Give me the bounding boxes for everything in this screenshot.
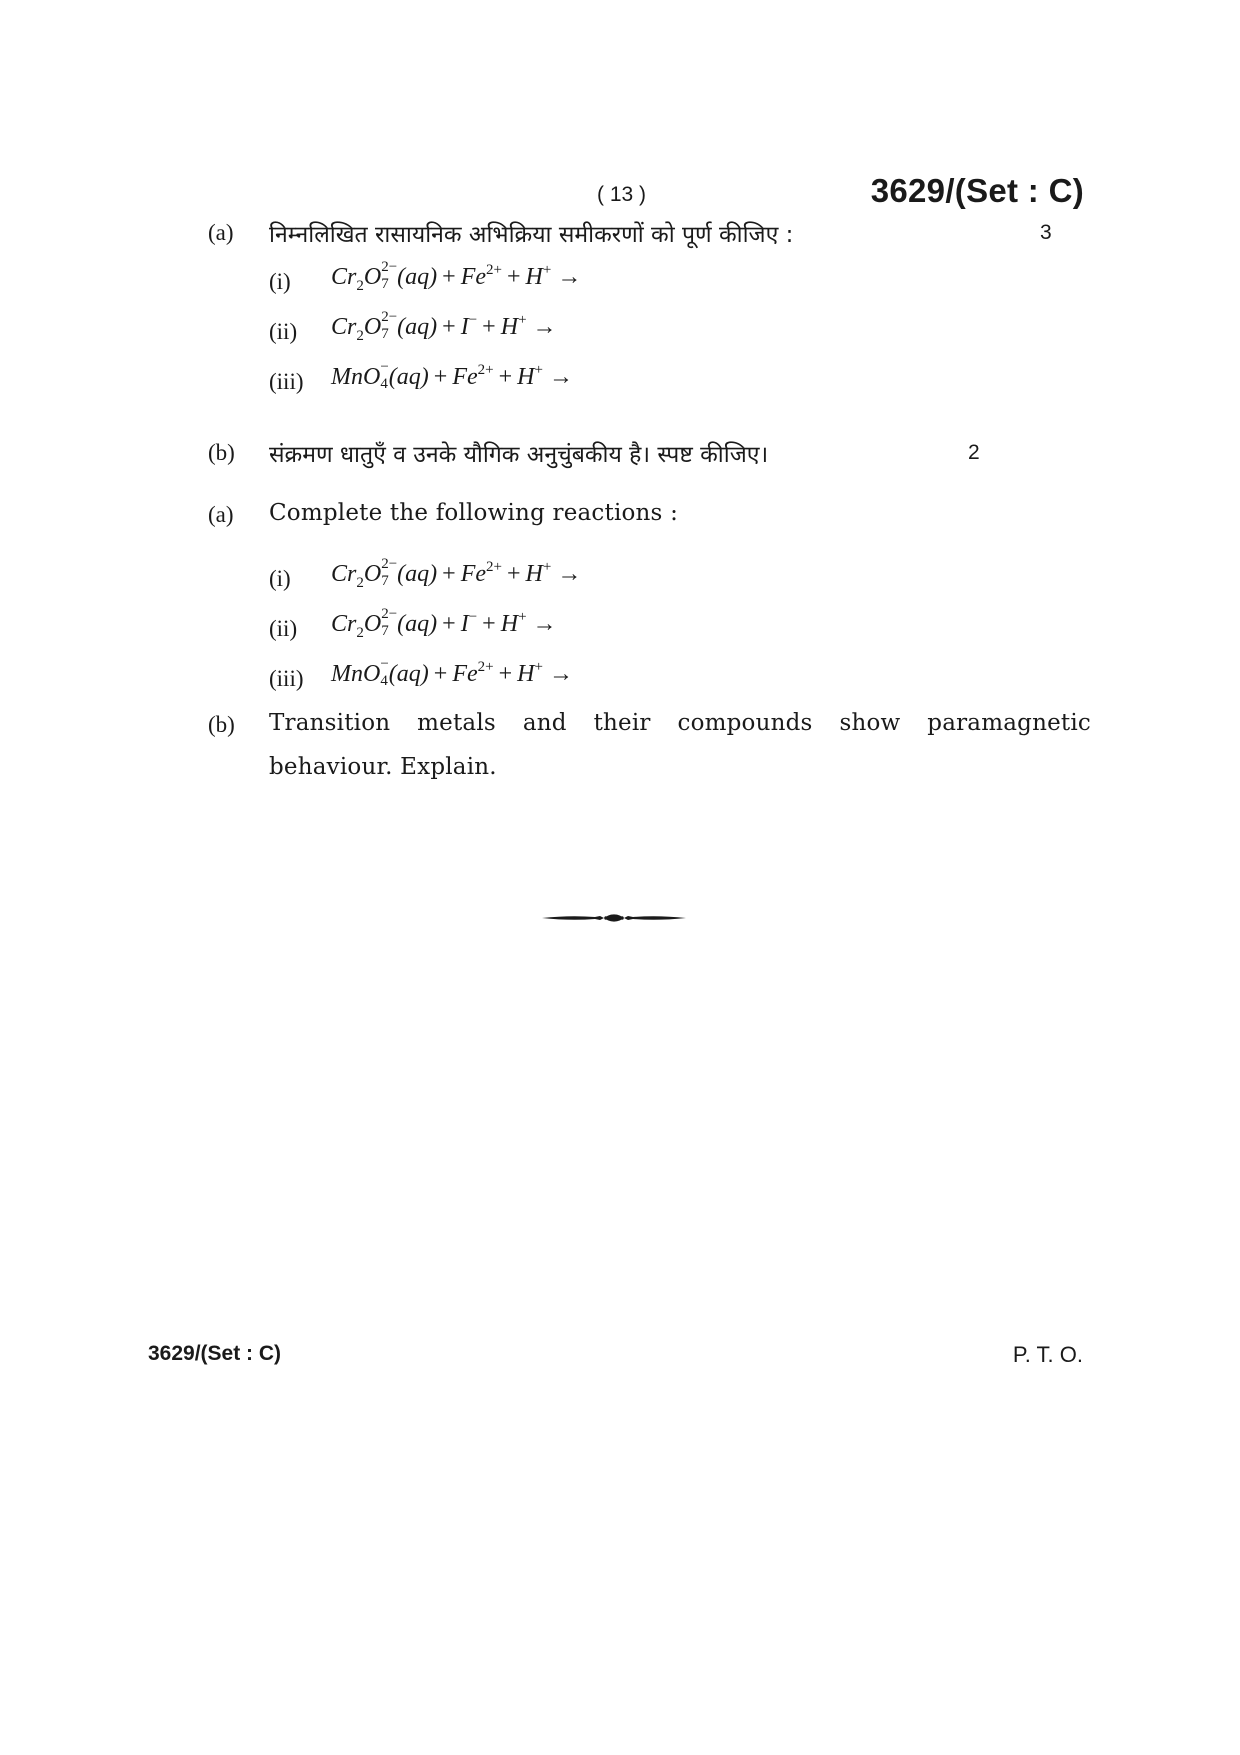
equation-permanganate-ferrous: MnO − 4 $(aq) + Fe^{2+} + H^+$ → [331, 656, 573, 690]
paper-code-header: 3629/(Set : C) [870, 172, 1084, 209]
english-part-b-line2: behaviour. Explain. [269, 754, 497, 780]
hindi-item-i-label: (i) [269, 269, 291, 294]
hindi-part-b-marks: 2 [968, 441, 980, 464]
pto-label: P. T. O. [1012, 1342, 1083, 1367]
equation-dichromate-iodide: $Cr_2O$ 2− 7 (aq) + I− + H+ → [331, 606, 557, 641]
equation-dichromate-iodide: $Cr_2O$ 2− 7 (aq) + I− + H+ → [331, 309, 557, 344]
end-ornament-icon [540, 908, 688, 928]
word: show [839, 710, 901, 736]
hindi-part-a-marks: 3 [1040, 221, 1052, 244]
page-number: ( 13 ) [597, 183, 647, 206]
english-item-ii-label: (ii) [269, 616, 298, 641]
word: their [593, 710, 651, 736]
equation-dichromate-ferrous: $Cr_2O$ 2− 7 $(aq) + Fe^{2+} + H^+$ → [331, 556, 582, 591]
english-part-a-label: (a) [208, 502, 234, 527]
paper-code-footer: 3629/(Set : C) [148, 1342, 282, 1365]
hindi-part-a-question: निम्नलिखित रासायनिक अभिक्रिया समीकरणों को पूर्ण कीजिए : [269, 222, 794, 248]
word: paramagnetic [927, 710, 1091, 736]
english-item-iii-label: (iii) [269, 666, 304, 691]
english-part-a-question: Complete the following reactions : [269, 500, 679, 526]
word: Transition [269, 710, 391, 736]
english-part-b-line1 [269, 710, 1091, 736]
english-item-i-label: (i) [269, 566, 291, 591]
equation-permanganate-ferrous: MnO − 4 $(aq) + Fe^{2+} + H^+$ → [331, 359, 573, 393]
hindi-part-a-label: (a) [208, 220, 234, 245]
word: compounds [677, 710, 813, 736]
word: metals [417, 710, 496, 736]
equation-dichromate-ferrous: $Cr_2O$ 2− 7 $(aq) + Fe^{2+} + H^+$ → [331, 259, 582, 294]
word: and [522, 710, 567, 736]
hindi-part-b-label: (b) [208, 440, 235, 465]
hindi-item-ii-label: (ii) [269, 319, 298, 344]
hindi-part-b-question: संक्रमण धातुएँ व उनके यौगिक अनुचुंबकीय है। स्पष्ट कीजिए। [269, 442, 769, 468]
english-part-b-label: (b) [208, 712, 235, 737]
hindi-item-iii-label: (iii) [269, 369, 304, 394]
